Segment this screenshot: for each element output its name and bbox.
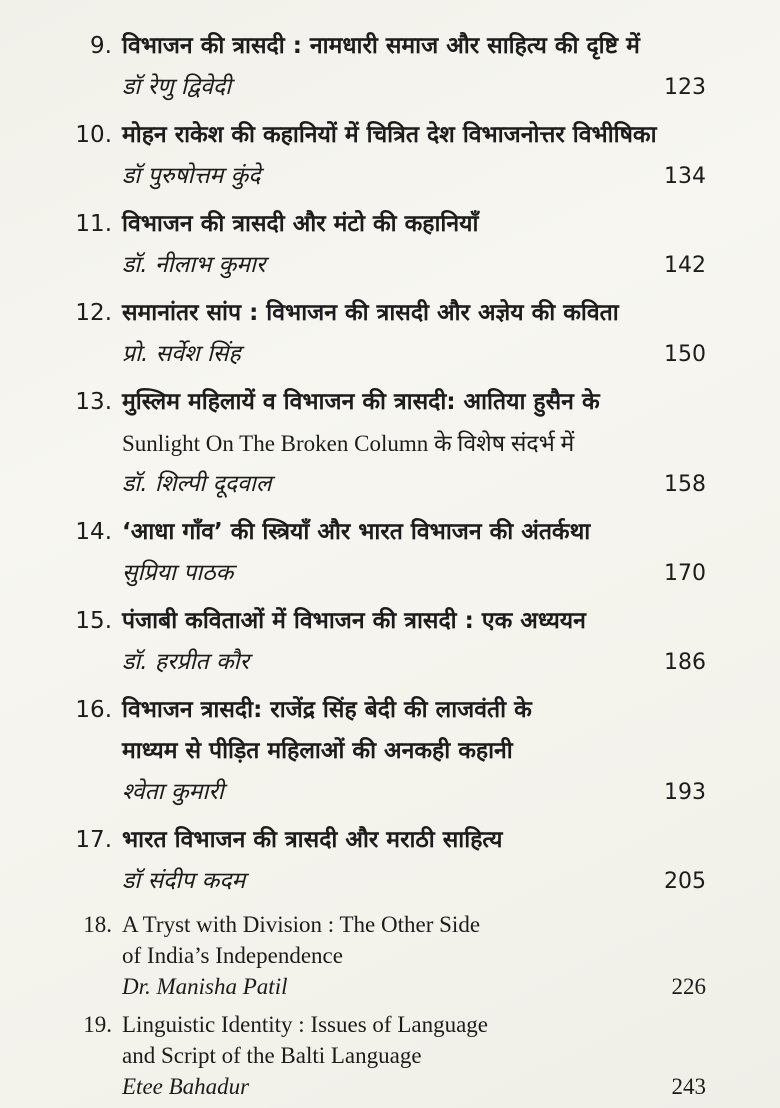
entry-number: 15.	[75, 608, 112, 634]
entry-body	[122, 690, 706, 813]
entry-author: डॉ. शिल्पी दूदवाल	[122, 471, 272, 497]
entry-title-line: मोहन राकेश की कहानियों में चित्रित देश विभाजनोत्तर विभीषिका	[122, 122, 657, 148]
entry-titles	[122, 204, 706, 245]
entry-titles	[122, 382, 706, 464]
toc-entry	[70, 690, 706, 813]
entry-title-line: and Script of the Balti Language	[122, 1043, 422, 1068]
entry-author-row	[122, 861, 706, 902]
entry-page-number: 186	[664, 650, 706, 675]
entry-page-number: 226	[671, 974, 706, 999]
entry-body	[122, 820, 706, 902]
toc-entry	[70, 909, 706, 1002]
entry-author: Etee Bahadur	[122, 1074, 250, 1099]
entry-title-line: Sunlight On The Broken Column के विशेष संदर्भ में	[122, 431, 575, 456]
entry-number: 11.	[75, 211, 112, 237]
toc-entry	[70, 293, 706, 375]
entry-title-line: विभाजन की त्रासदी : नामधारी समाज और साहित्य की दृष्टि में	[122, 33, 640, 59]
entry-page-number: 243	[671, 1074, 706, 1099]
entry-body	[122, 1009, 706, 1102]
entry-titles	[122, 690, 706, 772]
entry-title-line: भारत विभाजन की त्रासदी और मराठी साहित्य	[122, 827, 503, 853]
entry-title-line: ‘आधा गाँव’ की स्त्रियाँ और भारत विभाजन की अंतर्कथा	[122, 519, 591, 545]
entry-author: डॉ पुरुषोत्तम कुंदे	[122, 163, 261, 189]
entry-author: डॉ रेणु द्विवेदी	[122, 74, 232, 100]
entry-number: 19.	[83, 1012, 112, 1037]
entry-page-number: 170	[664, 561, 706, 586]
entry-titles	[122, 1009, 706, 1071]
entry-author-row	[122, 156, 706, 197]
entry-title-line: of India’s Independence	[122, 943, 343, 968]
entry-number: 17.	[75, 827, 112, 853]
entry-page-number: 134	[664, 164, 706, 189]
entry-number: 9.	[90, 33, 112, 59]
toc-entry	[70, 382, 706, 505]
entry-titles	[122, 601, 706, 642]
entry-page-number: 193	[664, 780, 706, 805]
entry-author-row	[122, 642, 706, 683]
entry-titles	[122, 293, 706, 334]
entry-number: 13.	[75, 389, 112, 415]
entry-author-row	[122, 245, 706, 286]
entry-author: Dr. Manisha Patil	[122, 974, 288, 999]
entry-number: 10.	[75, 122, 112, 148]
entry-title-line: पंजाबी कविताओं में विभाजन की त्रासदी : एक अध्ययन	[122, 608, 586, 634]
toc-entry	[70, 26, 706, 108]
entry-body	[122, 204, 706, 286]
entry-number: 12.	[75, 300, 112, 326]
entry-titles	[122, 909, 706, 971]
entry-author-row	[122, 971, 706, 1002]
entry-author-row	[122, 334, 706, 375]
entry-body	[122, 512, 706, 594]
entry-number: 14.	[75, 519, 112, 545]
entry-author-row	[122, 1071, 706, 1102]
toc-entry	[70, 115, 706, 197]
entry-author: डॉ संदीप कदम	[122, 868, 246, 894]
toc-entry	[70, 820, 706, 902]
entry-title-line: विभाजन त्रासदी: राजेंद्र सिंह बेदी की लाजवंती के	[122, 697, 532, 723]
entry-number: 16.	[75, 697, 112, 723]
entry-title-line: A Tryst with Division : The Other Side	[122, 912, 481, 937]
entry-author: सुप्रिया पाठक	[122, 560, 234, 586]
entry-author-row	[122, 553, 706, 594]
entry-author: डॉ. हरप्रीत कौर	[122, 649, 249, 675]
entry-page-number: 205	[664, 869, 706, 894]
entry-author: श्वेता कुमारी	[122, 779, 224, 805]
entry-page-number: 150	[664, 342, 706, 367]
entry-body	[122, 26, 706, 108]
entry-body	[122, 382, 706, 505]
entry-page-number: 142	[664, 253, 706, 278]
toc-list	[70, 26, 706, 1102]
entry-title-line: माध्यम से पीड़ित महिलाओं की अनकही कहानी	[122, 738, 513, 764]
entry-titles	[122, 26, 706, 67]
toc-entry	[70, 512, 706, 594]
entry-title-line: समानांतर सांप : विभाजन की त्रासदी और अज्ञेय की कविता	[122, 300, 619, 326]
entry-body	[122, 909, 706, 1002]
toc-entry	[70, 1009, 706, 1102]
toc-entry	[70, 601, 706, 683]
entry-author: प्रो. सर्वेश सिंह	[122, 341, 241, 367]
entry-title-line: मुस्लिम महिलायें व विभाजन की त्रासदी: आतिया हुसैन के	[122, 389, 600, 415]
entry-title-line: विभाजन की त्रासदी और मंटो की कहानियाँ	[122, 211, 479, 237]
entry-titles	[122, 512, 706, 553]
entry-body	[122, 293, 706, 375]
entry-author-row	[122, 67, 706, 108]
toc-entry	[70, 204, 706, 286]
entry-body	[122, 601, 706, 683]
entry-page-number: 158	[664, 472, 706, 497]
entry-titles	[122, 115, 706, 156]
entry-titles	[122, 820, 706, 861]
entry-author: डॉ. नीलाभ कुमार	[122, 252, 266, 278]
entry-author-row	[122, 464, 706, 505]
entry-author-row	[122, 772, 706, 813]
entry-title-line: Linguistic Identity : Issues of Language	[122, 1012, 489, 1037]
entry-page-number: 123	[664, 75, 706, 100]
entry-number: 18.	[83, 912, 112, 937]
entry-body	[122, 115, 706, 197]
